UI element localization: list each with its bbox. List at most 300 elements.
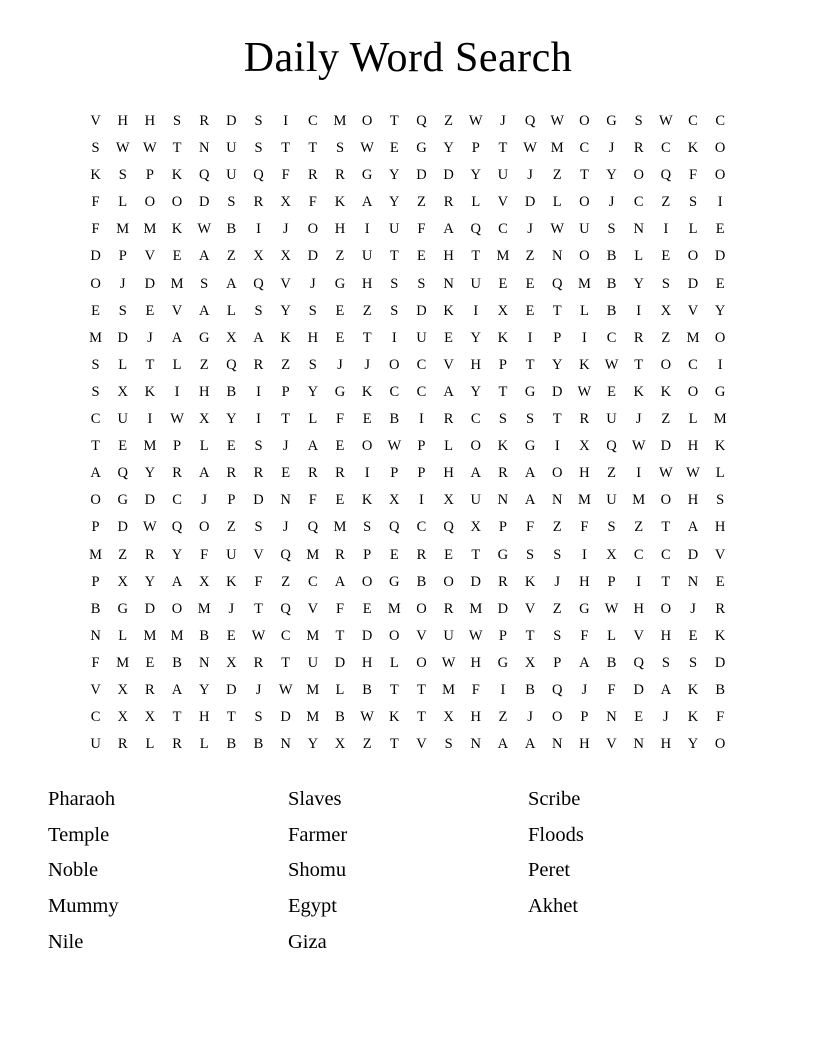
grid-letter: J bbox=[282, 519, 289, 536]
grid-letter: E bbox=[172, 248, 182, 265]
grid-letter: Z bbox=[281, 356, 291, 373]
grid-letter: Q bbox=[524, 113, 536, 129]
grid-letter: K bbox=[687, 681, 699, 698]
grid-row bbox=[82, 460, 734, 487]
grid-letter: H bbox=[579, 465, 590, 482]
grid-letter: H bbox=[144, 113, 156, 129]
grid-letter: A bbox=[90, 465, 101, 482]
grid-letter: N bbox=[280, 492, 291, 509]
grid-letter: A bbox=[307, 438, 319, 455]
grid-letter: R bbox=[579, 411, 590, 428]
grid-letter: A bbox=[198, 302, 210, 319]
grid-letter: Q bbox=[280, 600, 291, 617]
grid-letter: U bbox=[389, 221, 400, 238]
grid-letter: W bbox=[143, 140, 157, 157]
grid-letter: E bbox=[525, 302, 535, 319]
grid-letter: S bbox=[716, 492, 725, 509]
grid-letter: D bbox=[198, 194, 210, 211]
grid-letter: M bbox=[116, 221, 130, 238]
grid-letter: Y bbox=[687, 736, 699, 753]
word-search-grid bbox=[82, 108, 734, 758]
grid-letter: Y bbox=[171, 546, 183, 563]
grid-letter: N bbox=[443, 275, 454, 292]
grid-letter: Y bbox=[144, 465, 156, 482]
grid-letter: E bbox=[634, 709, 644, 726]
grid-letter: X bbox=[443, 709, 454, 726]
grid-letter: X bbox=[470, 519, 481, 536]
grid-letter: U bbox=[117, 411, 128, 428]
grid-letter: J bbox=[255, 681, 262, 698]
grid-letter: X bbox=[117, 383, 128, 400]
grid-letter: H bbox=[579, 736, 590, 753]
grid-letter: M bbox=[632, 492, 646, 509]
word-item: Slaves bbox=[288, 788, 342, 811]
grid-letter: E bbox=[335, 329, 345, 346]
grid-letter: S bbox=[91, 356, 100, 373]
grid-letter: T bbox=[362, 329, 372, 346]
grid-letter: S bbox=[553, 546, 562, 563]
grid-letter: Z bbox=[607, 465, 616, 482]
grid-letter: B bbox=[226, 736, 237, 753]
grid-letter: L bbox=[471, 194, 481, 211]
grid-letter: T bbox=[389, 681, 399, 698]
grid-letter: X bbox=[198, 573, 210, 590]
grid-letter: M bbox=[170, 627, 184, 644]
grid-letter: T bbox=[389, 113, 399, 129]
grid-letter: G bbox=[606, 113, 617, 129]
grid-letter: D bbox=[714, 248, 726, 265]
grid-letter: S bbox=[91, 383, 100, 400]
grid-letter: R bbox=[253, 194, 264, 211]
grid-letter: S bbox=[173, 113, 182, 129]
grid-letter: Y bbox=[389, 167, 400, 184]
grid-letter: M bbox=[306, 709, 320, 726]
grid-letter: F bbox=[688, 167, 698, 184]
grid-letter: I bbox=[364, 221, 370, 238]
grid-row bbox=[82, 487, 734, 514]
grid-letter: S bbox=[254, 519, 263, 536]
grid-letter: J bbox=[581, 681, 588, 698]
grid-row bbox=[82, 596, 734, 623]
grid-letter: Z bbox=[199, 356, 209, 373]
grid-letter: H bbox=[633, 600, 644, 617]
grid-letter: S bbox=[526, 546, 535, 563]
grid-letter: Q bbox=[280, 546, 291, 563]
grid-letter: O bbox=[660, 600, 672, 617]
grid-row bbox=[82, 514, 734, 541]
grid-row bbox=[82, 352, 734, 379]
grid-letter: I bbox=[500, 681, 506, 698]
grid-letter: J bbox=[364, 356, 370, 373]
grid-letter: X bbox=[280, 248, 291, 265]
grid-letter: D bbox=[687, 275, 699, 292]
grid-letter: R bbox=[253, 654, 264, 671]
grid-letter: U bbox=[226, 140, 237, 157]
grid-letter: N bbox=[606, 709, 617, 726]
grid-letter: S bbox=[254, 709, 263, 726]
grid-letter: F bbox=[308, 492, 317, 509]
grid-letter: E bbox=[715, 573, 725, 590]
grid-letter: C bbox=[90, 411, 101, 428]
grid-letter: V bbox=[253, 546, 264, 563]
grid-letter: Q bbox=[443, 519, 454, 536]
grid-letter: L bbox=[444, 438, 454, 455]
grid-letter: K bbox=[171, 221, 183, 238]
grid-letter: G bbox=[524, 438, 536, 455]
grid-letter: R bbox=[335, 465, 345, 482]
grid-letter: W bbox=[550, 221, 565, 238]
grid-letter: K bbox=[144, 383, 156, 400]
grid-letter: M bbox=[713, 411, 727, 428]
grid-letter: V bbox=[171, 302, 183, 319]
grid-letter: V bbox=[687, 302, 699, 319]
grid-letter: L bbox=[715, 465, 725, 482]
grid-letter: D bbox=[144, 600, 156, 617]
grid-letter: A bbox=[660, 681, 672, 698]
grid-letter: T bbox=[281, 140, 291, 157]
grid-letter: P bbox=[363, 546, 372, 563]
grid-letter: T bbox=[552, 302, 562, 319]
word-item: Shomu bbox=[288, 859, 347, 882]
grid-letter: E bbox=[335, 438, 345, 455]
grid-letter: P bbox=[553, 329, 562, 346]
grid-letter: S bbox=[661, 275, 670, 292]
grid-letter: A bbox=[497, 736, 509, 753]
grid-letter: V bbox=[416, 736, 427, 753]
grid-letter: Y bbox=[307, 736, 319, 753]
grid-letter: M bbox=[143, 438, 157, 455]
grid-letter: X bbox=[198, 411, 210, 428]
grid-letter: K bbox=[633, 383, 644, 400]
grid-letter: I bbox=[581, 546, 587, 563]
grid-letter: W bbox=[278, 681, 293, 698]
grid-letter: T bbox=[552, 411, 562, 428]
grid-letter: D bbox=[334, 654, 346, 671]
grid-letter: P bbox=[227, 492, 236, 509]
grid-letter: O bbox=[361, 438, 373, 455]
grid-letter: M bbox=[89, 329, 103, 346]
grid-letter: K bbox=[714, 627, 726, 644]
grid-letter: A bbox=[443, 221, 454, 238]
grid-letter: G bbox=[389, 573, 400, 590]
grid-letter: E bbox=[607, 383, 616, 400]
grid-letter: R bbox=[117, 736, 128, 753]
grid-letter: V bbox=[524, 600, 536, 617]
grid-letter: G bbox=[524, 383, 536, 400]
grid-letter: T bbox=[145, 356, 155, 373]
grid-row bbox=[82, 542, 734, 569]
grid-letter: Q bbox=[633, 654, 644, 671]
grid-letter: O bbox=[551, 465, 563, 482]
grid-row bbox=[82, 216, 734, 243]
grid-letter: E bbox=[362, 600, 372, 617]
grid-letter: I bbox=[717, 194, 723, 211]
grid-row bbox=[82, 243, 734, 270]
grid-letter: B bbox=[416, 573, 427, 590]
grid-letter: T bbox=[417, 709, 426, 726]
grid-letter: H bbox=[470, 709, 481, 726]
word-item: Scribe bbox=[528, 788, 581, 811]
grid-letter: D bbox=[633, 681, 644, 698]
grid-letter: K bbox=[361, 383, 373, 400]
grid-letter: N bbox=[551, 736, 563, 753]
grid-letter: O bbox=[90, 492, 101, 509]
grid-letter: Q bbox=[416, 113, 427, 129]
grid-letter: O bbox=[633, 167, 644, 184]
grid-letter: V bbox=[633, 627, 644, 644]
grid-letter: E bbox=[362, 411, 372, 428]
grid-letter: O bbox=[714, 167, 726, 184]
grid-letter: B bbox=[199, 627, 210, 644]
grid-letter: K bbox=[714, 438, 726, 455]
grid-letter: W bbox=[468, 113, 483, 129]
grid-letter: B bbox=[525, 681, 535, 698]
grid-letter: K bbox=[443, 302, 454, 319]
grid-letter: R bbox=[443, 194, 454, 211]
grid-letter: C bbox=[280, 627, 291, 644]
grid-letter: H bbox=[660, 736, 672, 753]
grid-letter: F bbox=[335, 600, 345, 617]
grid-letter: D bbox=[226, 113, 237, 129]
grid-letter: D bbox=[443, 167, 454, 184]
grid-letter: D bbox=[497, 600, 509, 617]
grid-letter: N bbox=[497, 492, 509, 509]
grid-letter: R bbox=[253, 465, 264, 482]
grid-letter: T bbox=[634, 356, 644, 373]
grid-letter: S bbox=[553, 627, 562, 644]
word-item: Noble bbox=[48, 859, 99, 882]
grid-letter: I bbox=[473, 302, 479, 319]
grid-letter: X bbox=[579, 438, 590, 455]
grid-letter: F bbox=[580, 519, 589, 536]
grid-letter: R bbox=[416, 546, 427, 563]
grid-letter: Q bbox=[171, 519, 183, 536]
grid-letter: Y bbox=[714, 302, 726, 319]
grid-letter: F bbox=[607, 681, 616, 698]
grid-letter: I bbox=[717, 356, 723, 373]
grid-letter: E bbox=[226, 627, 236, 644]
grid-letter: D bbox=[714, 654, 726, 671]
grid-letter: E bbox=[498, 275, 508, 292]
grid-letter: X bbox=[524, 654, 536, 671]
grid-letter: K bbox=[687, 140, 699, 157]
grid-letter: A bbox=[171, 329, 183, 346]
grid-letter: D bbox=[660, 438, 672, 455]
grid-letter: H bbox=[198, 709, 210, 726]
grid-letter: E bbox=[525, 275, 535, 292]
grid-letter: Z bbox=[444, 113, 454, 129]
grid-letter: E bbox=[118, 438, 128, 455]
grid-row bbox=[82, 298, 734, 325]
grid-letter: Y bbox=[389, 194, 400, 211]
grid-letter: Q bbox=[551, 275, 563, 292]
grid-letter: Y bbox=[198, 681, 210, 698]
grid-row bbox=[82, 704, 734, 731]
grid-letter: S bbox=[607, 519, 616, 536]
grid-letter: G bbox=[497, 546, 509, 563]
grid-letter: P bbox=[580, 709, 589, 726]
grid-letter: S bbox=[363, 519, 372, 536]
grid-letter: R bbox=[443, 600, 454, 617]
grid-letter: T bbox=[308, 140, 318, 157]
grid-letter: C bbox=[579, 140, 590, 157]
grid-letter: S bbox=[688, 654, 698, 671]
grid-letter: O bbox=[307, 221, 319, 238]
grid-letter: J bbox=[310, 275, 316, 292]
grid-letter: J bbox=[282, 221, 289, 238]
grid-letter: Z bbox=[226, 519, 236, 536]
grid-letter: Q bbox=[198, 167, 210, 184]
grid-letter: X bbox=[253, 248, 264, 265]
grid-letter: U bbox=[90, 736, 101, 753]
grid-letter: O bbox=[144, 194, 156, 211]
grid-letter: O bbox=[470, 438, 481, 455]
grid-letter: C bbox=[416, 519, 427, 536]
grid-letter: K bbox=[524, 573, 536, 590]
grid-letter: H bbox=[334, 221, 346, 238]
grid-letter: Q bbox=[253, 167, 264, 184]
grid-letter: F bbox=[716, 709, 725, 726]
grid-letter: N bbox=[633, 736, 644, 753]
grid-letter: E bbox=[389, 546, 399, 563]
grid-letter: H bbox=[443, 465, 454, 482]
grid-letter: I bbox=[636, 465, 642, 482]
grid-letter: T bbox=[389, 736, 399, 753]
grid-letter: M bbox=[170, 275, 184, 292]
grid-letter: C bbox=[661, 546, 671, 563]
grid-letter: W bbox=[686, 465, 700, 482]
grid-letter: E bbox=[715, 221, 725, 238]
grid-row bbox=[82, 108, 734, 135]
grid-letter: P bbox=[417, 465, 426, 482]
grid-letter: F bbox=[91, 221, 100, 238]
grid-letter: P bbox=[471, 140, 480, 157]
grid-letter: O bbox=[171, 194, 183, 211]
grid-letter: H bbox=[361, 275, 373, 292]
grid-letter: J bbox=[527, 221, 533, 238]
grid-letter: W bbox=[659, 113, 673, 129]
grid-letter: J bbox=[608, 194, 615, 211]
grid-letter: Q bbox=[389, 519, 400, 536]
word-item: Farmer bbox=[288, 823, 348, 846]
word-item: Mummy bbox=[48, 895, 119, 918]
grid-letter: Z bbox=[661, 194, 671, 211]
grid-letter: G bbox=[334, 275, 346, 292]
grid-row bbox=[82, 162, 734, 189]
grid-letter: D bbox=[361, 627, 373, 644]
grid-letter: Y bbox=[551, 356, 563, 373]
grid-letter: G bbox=[714, 383, 726, 400]
grid-letter: L bbox=[688, 411, 698, 428]
grid-letter: A bbox=[226, 275, 237, 292]
grid-letter: Y bbox=[470, 167, 481, 184]
grid-letter: B bbox=[362, 681, 372, 698]
grid-letter: X bbox=[334, 736, 346, 753]
grid-letter: R bbox=[633, 140, 644, 157]
grid-letter: Y bbox=[280, 302, 291, 319]
grid-letter: E bbox=[281, 465, 291, 482]
grid-letter: I bbox=[283, 113, 289, 129]
grid-letter: F bbox=[471, 681, 480, 698]
grid-letter: O bbox=[660, 492, 672, 509]
grid-letter: U bbox=[361, 248, 373, 265]
grid-letter: Z bbox=[552, 519, 562, 536]
grid-letter: Q bbox=[117, 465, 128, 482]
grid-letter: O bbox=[389, 356, 400, 373]
grid-letter: W bbox=[604, 356, 619, 373]
grid-letter: B bbox=[172, 654, 182, 671]
grid-letter: S bbox=[227, 194, 236, 211]
grid-letter: S bbox=[498, 411, 507, 428]
grid-letter: C bbox=[416, 356, 427, 373]
word-item: Pharaoh bbox=[48, 788, 116, 811]
grid-letter: O bbox=[579, 248, 590, 265]
grid-letter: Z bbox=[226, 248, 236, 265]
grid-letter: E bbox=[661, 248, 671, 265]
grid-letter: X bbox=[117, 681, 128, 698]
grid-letter: Q bbox=[551, 681, 563, 698]
grid-letter: R bbox=[307, 465, 318, 482]
grid-letter: H bbox=[660, 627, 672, 644]
grid-letter: L bbox=[226, 302, 236, 319]
grid-letter: P bbox=[118, 248, 127, 265]
grid-letter: F bbox=[580, 627, 589, 644]
grid-letter: M bbox=[550, 140, 564, 157]
grid-letter: L bbox=[199, 438, 209, 455]
grid-letter: H bbox=[579, 573, 590, 590]
grid-letter: S bbox=[607, 221, 616, 238]
grid-letter: S bbox=[390, 275, 399, 292]
grid-letter: U bbox=[606, 411, 617, 428]
grid-letter: S bbox=[634, 113, 643, 129]
grid-letter: J bbox=[635, 411, 642, 428]
grid-letter: X bbox=[226, 654, 237, 671]
grid-letter: S bbox=[444, 736, 453, 753]
grid-letter: I bbox=[419, 492, 424, 509]
grid-letter: E bbox=[715, 275, 725, 292]
grid-letter: P bbox=[173, 438, 182, 455]
grid-letter: Z bbox=[552, 167, 562, 184]
grid-letter: N bbox=[687, 573, 699, 590]
grid-letter: J bbox=[608, 140, 615, 157]
grid-letter: Q bbox=[606, 438, 617, 455]
grid-letter: T bbox=[525, 356, 535, 373]
grid-letter: S bbox=[118, 302, 127, 319]
grid-letter: D bbox=[90, 248, 101, 265]
grid-letter: N bbox=[551, 248, 563, 265]
grid-row bbox=[82, 189, 734, 216]
grid-letter: V bbox=[416, 627, 427, 644]
grid-letter: R bbox=[307, 167, 318, 184]
grid-letter: C bbox=[172, 492, 182, 509]
grid-letter: O bbox=[714, 329, 726, 346]
grid-letter: M bbox=[442, 681, 456, 698]
grid-letter: W bbox=[251, 627, 266, 644]
grid-letter: M bbox=[469, 600, 483, 617]
word-list-column bbox=[48, 782, 288, 960]
grid-letter: T bbox=[91, 438, 100, 455]
grid-letter: R bbox=[335, 546, 345, 563]
grid-letter: Y bbox=[443, 140, 454, 157]
grid-letter: T bbox=[281, 654, 291, 671]
grid-letter: Z bbox=[552, 600, 562, 617]
grid-letter: V bbox=[497, 194, 509, 211]
grid-letter: O bbox=[579, 194, 590, 211]
grid-letter: V bbox=[714, 546, 726, 563]
grid-letter: K bbox=[226, 573, 237, 590]
grid-letter: P bbox=[553, 654, 562, 671]
grid-letter: Z bbox=[335, 248, 345, 265]
